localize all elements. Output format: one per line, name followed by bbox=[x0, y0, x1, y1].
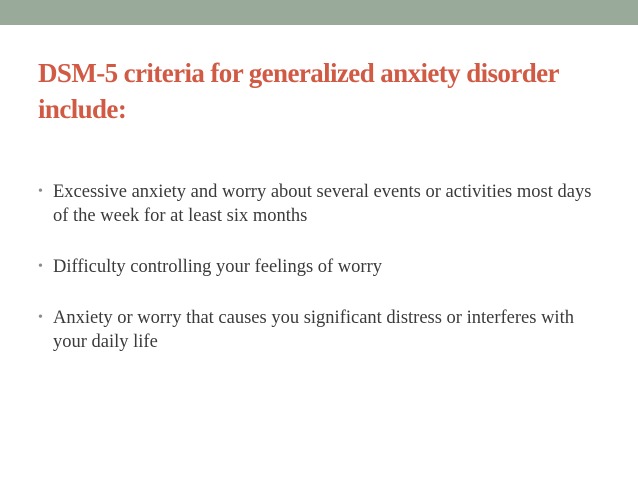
bullet-list bbox=[38, 180, 608, 381]
bullet-text: Difficulty controlling your feelings of worry bbox=[53, 257, 382, 277]
bullet-item bbox=[38, 180, 608, 228]
bullet-text: Excessive anxiety and worry about several events or activities most days of the week for at least six months bbox=[53, 182, 592, 226]
bullet-icon: • bbox=[38, 184, 43, 199]
bullet-icon: • bbox=[38, 310, 43, 325]
bullet-text: Anxiety or worry that causes you significant distress or interferes with your daily life bbox=[53, 308, 574, 352]
bullet-icon: • bbox=[38, 259, 43, 274]
top-accent-bar bbox=[0, 0, 638, 25]
slide-title: DSM-5 criteria for generalized anxiety disorder include: bbox=[38, 58, 559, 124]
bullet-item bbox=[38, 306, 608, 354]
bullet-item bbox=[38, 255, 608, 279]
